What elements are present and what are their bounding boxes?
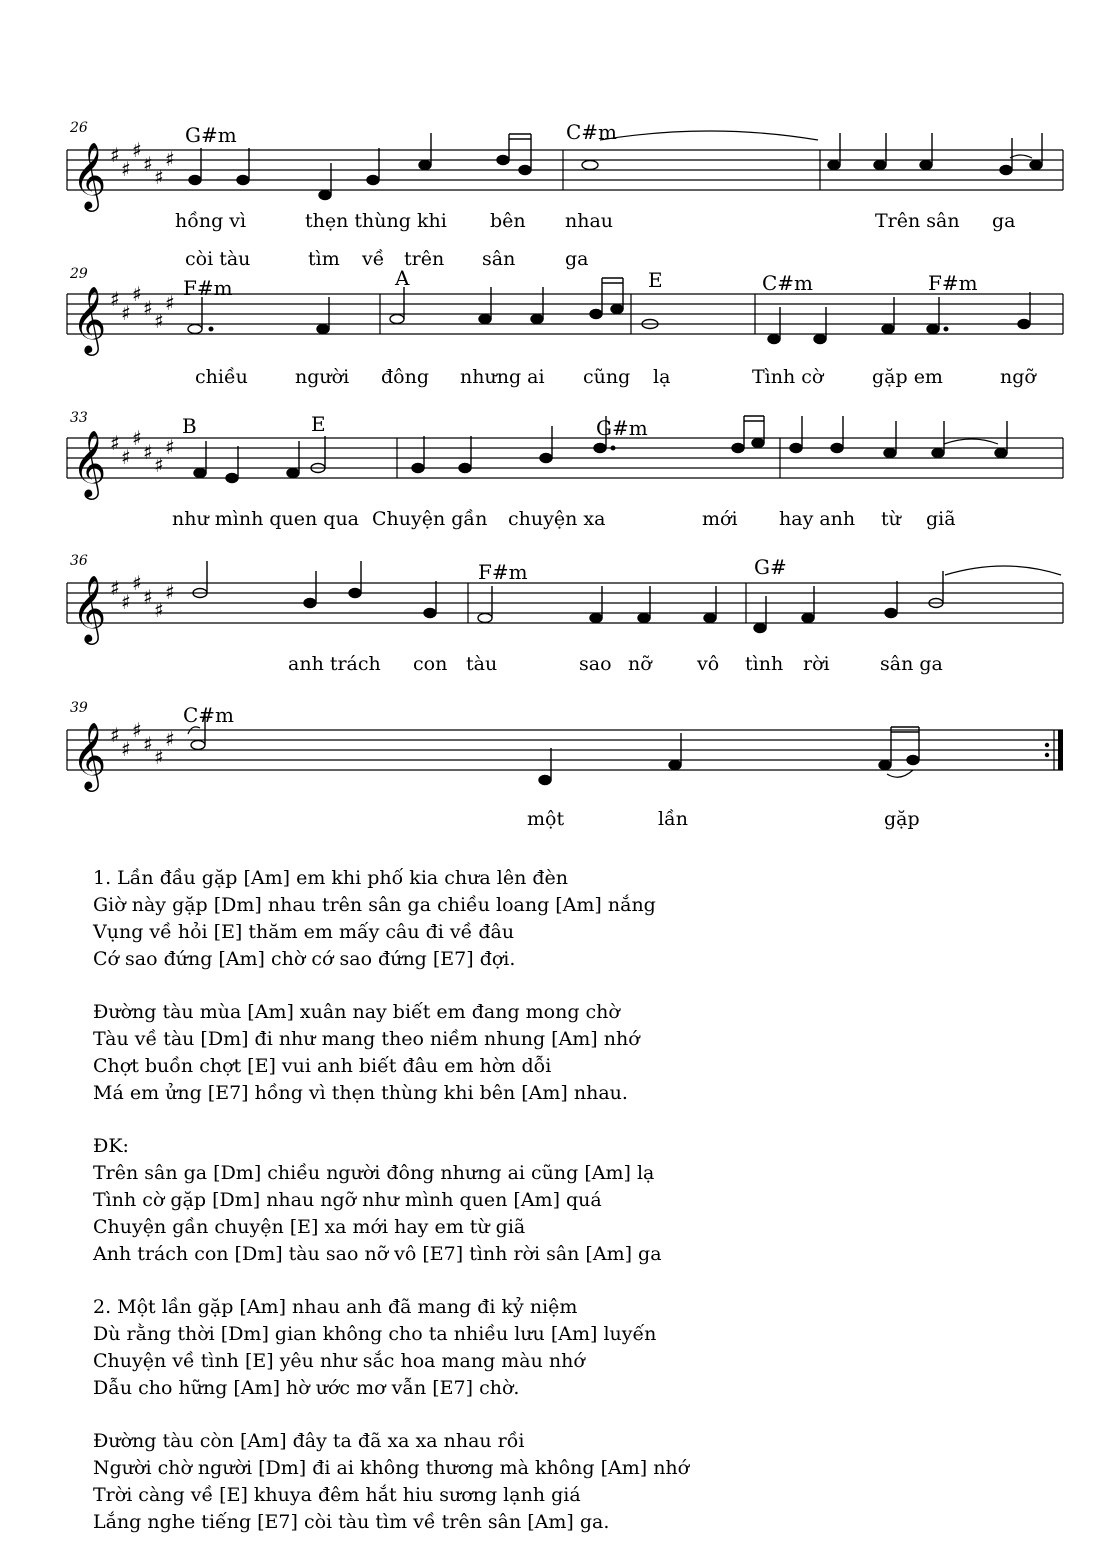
lyric-syllable: anh trách: [288, 653, 381, 675]
lyric-syllable: sân: [482, 248, 516, 270]
svg-text:𝄞: 𝄞: [72, 429, 107, 497]
svg-text:♯: ♯: [121, 301, 131, 325]
svg-text:♯: ♯: [143, 585, 153, 609]
chord-symbol: A: [395, 266, 410, 290]
lyric-syllable: tàu: [466, 653, 498, 675]
chord-symbol: C#m: [183, 703, 235, 727]
svg-text:♯: ♯: [121, 590, 131, 614]
svg-text:♯: ♯: [143, 296, 153, 320]
lyric-line: Chuyện gần chuyện [E] xa mới hay em từ giã: [93, 1216, 526, 1238]
svg-text:♯: ♯: [132, 718, 142, 742]
lyric-line: Chợt buồn chợt [E] vui anh biết đâu em hờn dỗi: [93, 1055, 552, 1077]
lyric-line: Dù rằng thời [Dm] gian không cho ta nhiều lưu [Am] luyến: [93, 1323, 657, 1345]
svg-text:♯: ♯: [132, 138, 142, 162]
lyric-line: Đường tàu còn [Am] đây ta đã xa xa nhau rồi: [93, 1430, 525, 1452]
lyric-syllable: rời: [803, 653, 830, 675]
lyric-syllable: một: [527, 808, 565, 830]
lyric-line: Trên sân ga [Dm] chiều người đông nhưng ai cũng [Am] lạ: [93, 1162, 655, 1184]
chord-symbol: F#m: [928, 271, 978, 295]
bar-number: 26: [70, 120, 88, 136]
chord-symbol: E: [311, 412, 326, 436]
staff-system-4: [0, 553, 1100, 693]
lyric-syllable: gặp: [884, 808, 920, 830]
lyric-syllable: vô: [697, 653, 720, 675]
chord-symbol: C#m: [762, 271, 814, 295]
lyric-line: Chuyện về tình [E] yêu như sắc hoa mang màu nhớ: [93, 1350, 585, 1372]
lyric-line: Dẫu cho hững [Am] hờ ước mơ vẫn [E7] chờ.: [93, 1377, 520, 1399]
lyric-line: Anh trách con [Dm] tàu sao nỡ vô [E7] tình rời sân [Am] ga: [93, 1243, 662, 1265]
lyric-syllable: ga: [992, 210, 1016, 232]
svg-text:♯: ♯: [110, 143, 120, 167]
lyric-syllable: ngỡ: [1000, 366, 1036, 388]
lyric-syllable: cũng: [583, 366, 631, 388]
chord-symbol: G#m: [185, 123, 237, 147]
chord-symbol: F#m: [183, 276, 233, 300]
svg-text:♯: ♯: [121, 737, 131, 761]
svg-text:♯: ♯: [165, 147, 175, 171]
staff-3: [0, 410, 1100, 520]
svg-text:𝄞: 𝄞: [72, 141, 107, 209]
lyric-syllable: chiều: [195, 366, 248, 388]
lyric-syllable: như mình quen qua: [172, 508, 360, 530]
lyric-line: Vụng về hỏi [E] thăm em mấy câu đi về đâu: [93, 921, 515, 943]
svg-text:♯: ♯: [110, 723, 120, 747]
svg-text:♯: ♯: [143, 732, 153, 756]
lyric-syllable: con: [413, 653, 448, 675]
lyric-syllable: nỡ: [628, 653, 652, 675]
lyric-line: Giờ này gặp [Dm] nhau trên sân ga chiều loang [Am] nắng: [93, 894, 656, 916]
svg-text:♯: ♯: [121, 445, 131, 469]
svg-text:𝄞: 𝄞: [72, 285, 107, 353]
svg-text:𝄞: 𝄞: [72, 721, 107, 789]
lyric-syllable: trên: [404, 248, 445, 270]
lyric-syllable: hay anh: [779, 508, 856, 530]
svg-text:♯: ♯: [110, 431, 120, 455]
chord-symbol: G#: [754, 555, 787, 579]
lyric-line: Tàu về tàu [Dm] đi như mang theo niềm nhung [Am] nhớ: [93, 1028, 640, 1050]
lyric-line: Người chờ người [Dm] đi ai không thương mà không [Am] nhớ: [93, 1457, 690, 1479]
svg-text:♯: ♯: [165, 580, 175, 604]
staff-system-1: [0, 120, 1100, 270]
svg-text:♯: ♯: [165, 727, 175, 751]
lyric-syllable: từ: [881, 508, 901, 530]
svg-text:♯: ♯: [132, 282, 142, 306]
lyric-syllable: Tình cờ: [752, 366, 824, 388]
staff-system-3: [0, 410, 1100, 550]
svg-text:♯: ♯: [165, 291, 175, 315]
lyric-syllable: bên: [490, 210, 526, 232]
lyric-syllable: lạ: [653, 366, 671, 388]
svg-text:♯: ♯: [121, 157, 131, 181]
lyric-syllable: nhưng ai: [460, 366, 545, 388]
lyric-syllable: chuyện xa: [508, 508, 606, 530]
svg-text:♯: ♯: [132, 426, 142, 450]
chorus-label: ĐK:: [93, 1135, 129, 1157]
svg-text:♯: ♯: [154, 165, 164, 189]
svg-text:𝄞: 𝄞: [72, 574, 107, 642]
bar-number: 36: [70, 553, 88, 569]
lyric-syllable: Chuyện gần: [372, 508, 488, 530]
lyric-line: Trời càng về [E] khuya đêm hắt hiu sương lạnh giá: [93, 1484, 581, 1506]
lyric-syllable: gặp em: [872, 366, 943, 388]
chord-symbol: C#m: [566, 120, 618, 144]
lyric-syllable: giã: [926, 508, 956, 530]
lyric-syllable: nhau: [565, 210, 614, 232]
chorus: [93, 1133, 1053, 1268]
staff-system-5: [0, 700, 1100, 840]
svg-text:♯: ♯: [132, 571, 142, 595]
lyric-syllable: mới: [702, 508, 738, 530]
bar-number: 39: [70, 700, 88, 716]
lyric-line: 1. Lần đầu gặp [Am] em khi phố kia chưa lên đèn: [93, 867, 568, 889]
lyric-syllable: tình: [745, 653, 784, 675]
svg-text:♯: ♯: [143, 440, 153, 464]
chord-symbol: B: [182, 414, 197, 438]
lyric-syllable: sao: [579, 653, 612, 675]
verse-4: [93, 1428, 1053, 1536]
lyric-syllable: tìm: [308, 248, 340, 270]
bar-number: 29: [70, 266, 88, 282]
staff-system-2: [0, 266, 1100, 406]
chord-symbol: G#m: [596, 416, 648, 440]
svg-text:♯: ♯: [143, 152, 153, 176]
staff-4: [0, 553, 1100, 663]
verse-1: [93, 865, 1053, 973]
lyric-line: 2. Một lần gặp [Am] nhau anh đã mang đi kỷ niệm: [93, 1296, 578, 1318]
svg-text:♯: ♯: [110, 576, 120, 600]
lyric-line: Đường tàu mùa [Am] xuân nay biết em đang mong chờ: [93, 1001, 620, 1023]
lyric-line: Lắng nghe tiếng [E7] còi tàu tìm về trên sân [Am] ga.: [93, 1511, 610, 1533]
lyric-line: Má em ửng [E7] hồng vì thẹn thùng khi bên [Am] nhau.: [93, 1082, 628, 1104]
lyric-syllable: còi tàu: [185, 248, 251, 270]
svg-text:♯: ♯: [154, 453, 164, 477]
verse-2: [93, 999, 1053, 1107]
lyric-syllable: ga: [565, 248, 589, 270]
lyric-syllable: thẹn thùng khi: [305, 210, 447, 232]
svg-text:♯: ♯: [110, 287, 120, 311]
bar-number: 33: [70, 410, 88, 426]
lyric-syllable: đông: [381, 366, 430, 388]
svg-text:♯: ♯: [165, 435, 175, 459]
lyric-syllable: người: [295, 366, 350, 388]
svg-text:♯: ♯: [154, 309, 164, 333]
verse-3: [93, 1294, 1053, 1402]
lyric-syllable: hồng vì: [175, 210, 247, 232]
lyric-syllable: Trên sân: [875, 210, 960, 232]
svg-text:♯: ♯: [154, 598, 164, 622]
lyric-line: Cớ sao đứng [Am] chờ cớ sao đứng [E7] đợi.: [93, 948, 516, 970]
chord-symbol: E: [648, 268, 663, 292]
lyric-syllable: sân ga: [880, 653, 943, 675]
lyric-line: Tình cờ gặp [Dm] nhau ngỡ như mình quen [Am] quá: [93, 1189, 602, 1211]
chord-symbol: F#m: [478, 560, 528, 584]
svg-text:♯: ♯: [154, 745, 164, 769]
lyric-syllable: lần: [658, 808, 688, 830]
lyrics-block: [93, 865, 1053, 1562]
staff-5: [0, 700, 1100, 810]
lyric-syllable: về: [362, 248, 385, 270]
